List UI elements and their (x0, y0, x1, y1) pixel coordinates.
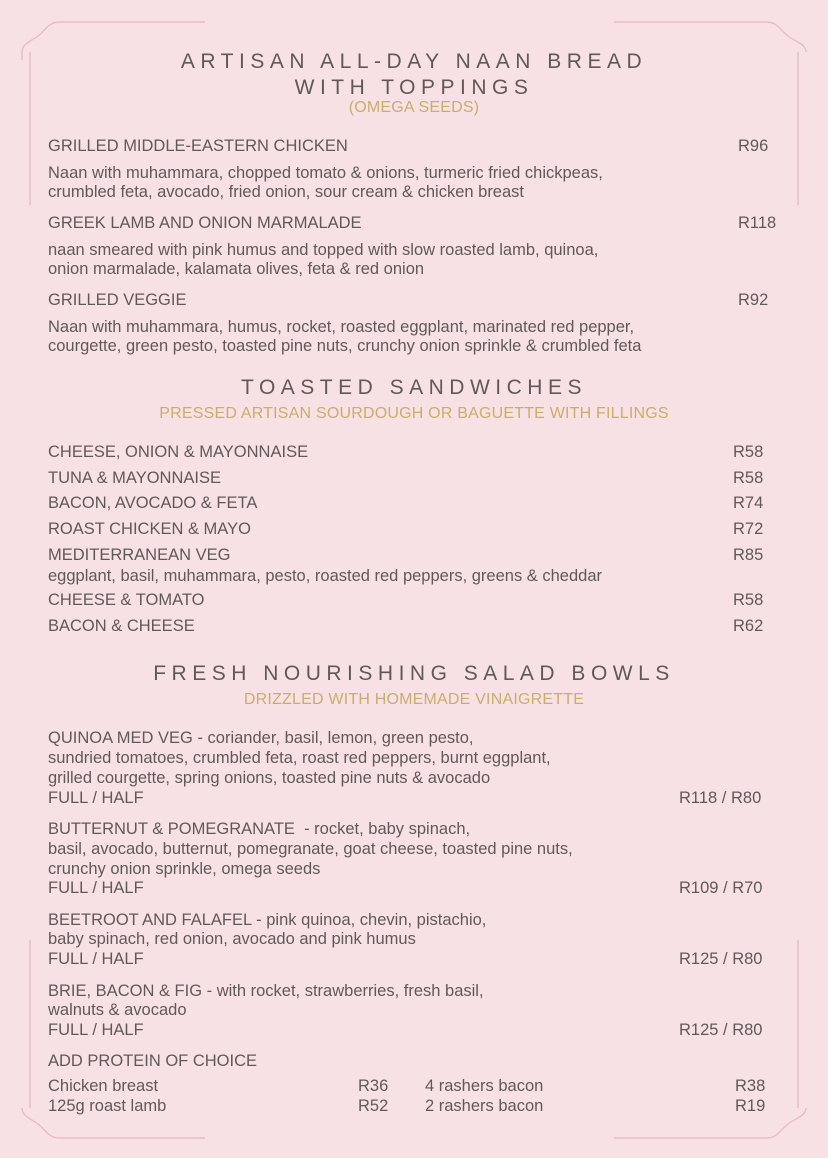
menu-item-size: FULL / HALF (48, 1021, 144, 1039)
menu-item-price: R85 (733, 546, 764, 564)
menu-item-description: Naan with muhammara, humus, rocket, roasted eggplant, marinated red pepper, (48, 318, 635, 336)
menu-item-description: eggplant, basil, muhammara, pesto, roasted red peppers, greens & cheddar (48, 567, 602, 585)
menu-item-name: BUTTERNUT & POMEGRANATE (48, 820, 295, 838)
menu-item-price: R58 (733, 443, 764, 461)
sandwiches-section-subtitle: PRESSED ARTISAN SOURDOUGH OR BAGUETTE WITH FILLINGS (159, 405, 669, 422)
menu-item-price: R125 / R80 (679, 1021, 763, 1039)
menu-item-name: QUINOA MED VEG (48, 729, 193, 747)
protein-option-name: 125g roast lamb (48, 1097, 167, 1115)
menu-item-description: crumbled feta, avocado, fried onion, sour cream & chicken breast (48, 183, 524, 201)
naan-section-subtitle: (OMEGA SEEDS) (348, 99, 480, 116)
menu-item-description: walnuts & avocado (48, 1001, 187, 1019)
menu-item-description: grilled courgette, spring onions, toasted pine nuts & avocado (48, 769, 491, 787)
menu-item-description: courgette, green pesto, toasted pine nuts, crunchy onion sprinkle & crumbled feta (48, 337, 642, 355)
salad-item-heading (48, 728, 474, 748)
menu-item-name: MEDITERRANEAN VEG (48, 546, 231, 564)
protein-option-name: Chicken breast (48, 1077, 159, 1095)
protein-option-price: R19 (735, 1097, 766, 1115)
menu-item-price: R96 (738, 137, 769, 155)
protein-option-name: 4 rashers bacon (425, 1077, 544, 1095)
menu-item-name: GRILLED VEGGIE (48, 291, 187, 309)
protein-option-price: R36 (358, 1077, 389, 1095)
menu-item-name: BACON, AVOCADO & FETA (48, 494, 258, 512)
menu-item-description: - with rocket, strawberries, fresh basil, (202, 982, 484, 1000)
menu-item-price: R62 (733, 617, 764, 635)
menu-item-price: R92 (738, 291, 769, 309)
menu-item-price: R72 (733, 520, 764, 538)
menu-item-name: CHEESE, ONION & MAYONNAISE (48, 443, 309, 461)
menu-item-price: R58 (733, 591, 764, 609)
menu-item-price: R58 (733, 469, 764, 487)
naan-section-title-line1: ARTISAN ALL-DAY NAAN BREAD (180, 50, 648, 73)
menu-item-description: - pink quinoa, chevin, pistachio, (251, 911, 487, 929)
sandwiches-section-title: TOASTED SANDWICHES (241, 376, 587, 399)
menu-item-name: GREEK LAMB AND ONION MARMALADE (48, 214, 362, 232)
protein-section-title: ADD PROTEIN OF CHOICE (48, 1052, 258, 1070)
salads-section-title: FRESH NOURISHING SALAD BOWLS (153, 662, 675, 685)
menu-item-description: baby spinach, red onion, avocado and pink humus (48, 930, 416, 948)
protein-option-name: 2 rashers bacon (425, 1097, 544, 1115)
salad-item-heading (48, 981, 484, 1001)
menu-item-name: CHEESE & TOMATO (48, 591, 205, 609)
menu-item-description: sundried tomatoes, crumbled feta, roast red peppers, burnt eggplant, (48, 749, 551, 767)
menu-item-description: - coriander, basil, lemon, green pesto, (192, 729, 474, 747)
menu-item-description: crunchy onion sprinkle, omega seeds (48, 860, 321, 878)
menu-item-name: BEETROOT AND FALAFEL (48, 911, 252, 929)
protein-option-price: R52 (358, 1097, 389, 1115)
menu-item-name: GRILLED MIDDLE-EASTERN CHICKEN (48, 137, 348, 155)
menu-item-description: onion marmalade, kalamata olives, feta & red onion (48, 260, 425, 278)
menu-item-description: - rocket, baby spinach, (294, 820, 471, 838)
menu-item-description: basil, avocado, butternut, pomegranate, goat cheese, toasted pine nuts, (48, 840, 573, 858)
menu-item-size: FULL / HALF (48, 879, 144, 897)
menu-item-size: FULL / HALF (48, 950, 144, 968)
protein-option-price: R38 (735, 1077, 766, 1095)
naan-section-title-line2: WITH TOPPINGS (294, 76, 534, 99)
menu-item-price: R118 / R80 (679, 789, 762, 807)
menu-item-price: R118 (738, 214, 777, 232)
menu-item-size: FULL / HALF (48, 789, 144, 807)
menu-item-name: BACON & CHEESE (48, 617, 195, 635)
menu-item-description: Naan with muhammara, chopped tomato & onions, turmeric fried chickpeas, (48, 164, 603, 182)
salad-item-heading (48, 910, 486, 930)
menu-item-name: BRIE, BACON & FIG (48, 982, 203, 1000)
menu-item-price: R125 / R80 (679, 950, 763, 968)
menu-item-price: R109 / R70 (679, 879, 763, 897)
menu-item-name: ROAST CHICKEN & MAYO (48, 520, 251, 538)
menu-item-price: R74 (733, 494, 764, 512)
salads-section-subtitle: DRIZZLED WITH HOMEMADE VINAIGRETTE (243, 691, 585, 708)
menu-item-name: TUNA & MAYONNAISE (48, 469, 221, 487)
salad-item-heading (48, 819, 470, 839)
menu-item-description: naan smeared with pink humus and topped with slow roasted lamb, quinoa, (48, 241, 599, 259)
